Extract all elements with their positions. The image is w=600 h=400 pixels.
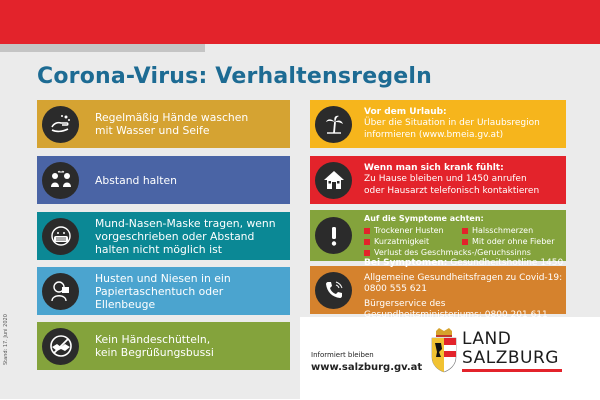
card-text: Auf die Symptome achten: Trockener Husten Halsschmerzen Kurzatmigkeit Mit oder ohne Fieber Verlust des Geschmacks-/Geruchssinns	[364, 214, 557, 258]
card-text: Mund-Nasen-Maske tragen, wenn vorgeschrieben oder Abstand halten nicht möglich ist	[95, 216, 276, 256]
card-text: Wenn man sich krank fühlt: Zu Hause bleiben und 1450 anrufen oder Hausarzt telefonisch kontaktieren	[364, 162, 540, 196]
card-text: Bei Symptomen: Gesundheitshotline 1450 Allgemeine Gesundheitsfragen zu Covid-19: 0800 555 621 Bürgerservice des Gesundheitsministeriums: 0800 201 611	[364, 258, 564, 321]
logo-wordmark: LAND SALZBURG	[462, 329, 559, 368]
card-face-mask	[37, 212, 290, 260]
coat-of-arms-icon	[430, 327, 458, 373]
card-hotlines	[310, 258, 566, 321]
face-mask-icon	[42, 218, 79, 255]
logo-underline	[462, 369, 562, 372]
distance-people-icon	[42, 162, 79, 199]
card-symptoms	[310, 210, 566, 261]
house-icon	[315, 162, 352, 199]
hand-washing-icon	[42, 106, 79, 143]
no-handshake-icon	[42, 328, 79, 365]
card-text: Husten und Niesen in ein Papiertaschentuch oder Ellenbeuge	[95, 271, 231, 311]
card-text: Regelmäßig Hände waschen mit Wasser und Seife	[95, 111, 249, 137]
page-title: Corona-Virus: Verhaltensregeln	[37, 64, 432, 89]
website-link[interactable]: www.salzburg.gv.at	[311, 362, 423, 373]
list-item: Halsschmerzen	[462, 226, 557, 236]
list-item: Verlust des Geschmacks-/Geruchssinns	[364, 248, 557, 258]
card-sneeze	[37, 267, 290, 315]
card-distance	[37, 156, 290, 204]
card-text: Abstand halten	[95, 173, 178, 187]
exclamation-icon	[315, 217, 352, 254]
card-hand-washing	[37, 100, 290, 148]
palm-tree-icon	[315, 106, 352, 143]
list-item: Mit oder ohne Fieber	[462, 237, 557, 247]
symptom-list	[364, 226, 557, 258]
card-sick	[310, 156, 566, 204]
phone-icon	[315, 272, 352, 309]
card-text: Vor dem Urlaub: Über die Situation in der Urlaubsregion informieren (www.bmeia.gv.at)	[364, 106, 540, 140]
header-strip	[0, 44, 205, 52]
card-travel	[310, 100, 566, 148]
inform-label: Informiert bleiben	[311, 351, 374, 359]
list-item: Trockener Husten	[364, 226, 456, 236]
card-text: Kein Händeschütteln, kein Begrüßungsbussi	[95, 333, 214, 359]
top-red-band	[0, 0, 600, 44]
card-no-handshake	[37, 322, 290, 370]
stand-date: Stand: 17. Juni 2020	[3, 314, 9, 365]
list-item: Kurzatmigkeit	[364, 237, 456, 247]
sneeze-tissue-icon	[42, 273, 79, 310]
